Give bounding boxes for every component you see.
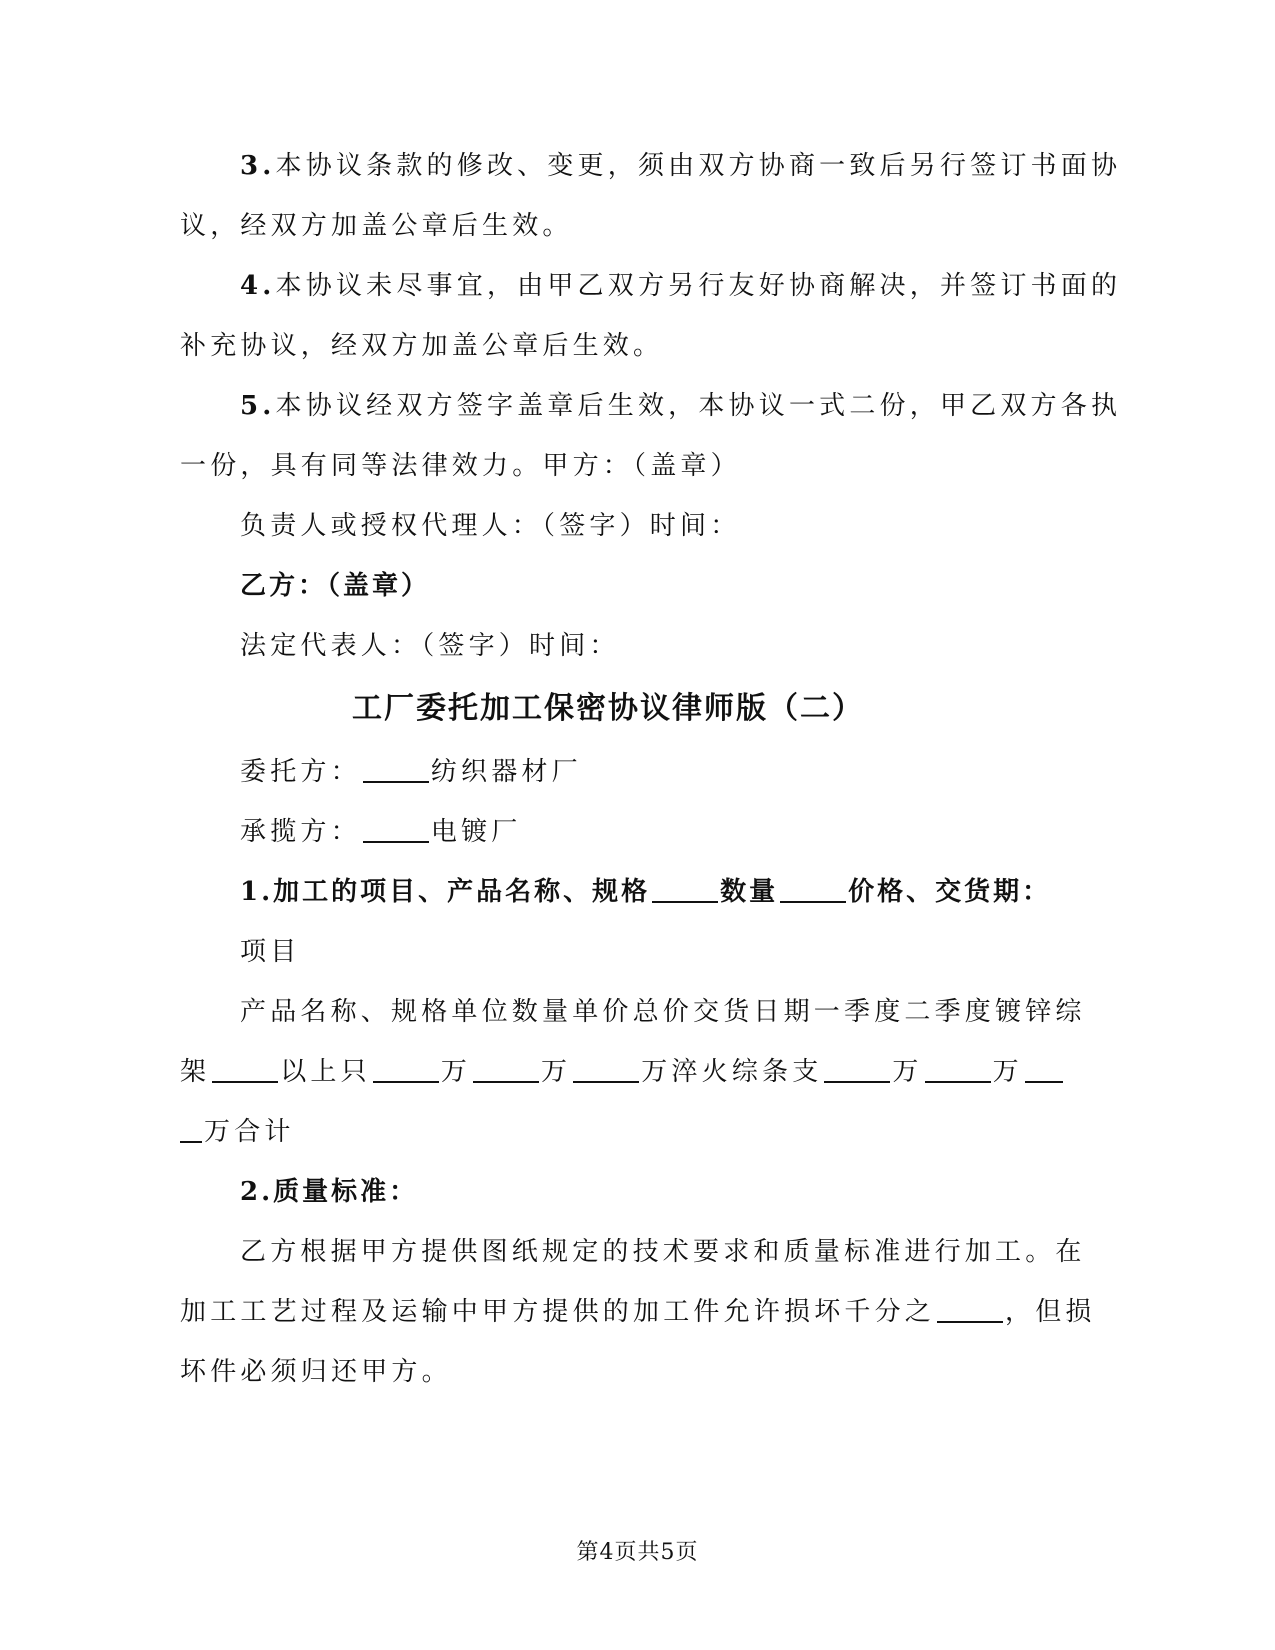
contractor-value: 电镀厂 [430, 817, 522, 847]
blank-field [652, 875, 718, 903]
section-title: 工厂委托加工保密协议律师版（二） [352, 691, 864, 726]
blank-field [373, 1055, 439, 1083]
clause-3-line-1 [180, 136, 1122, 196]
clause-2-line-1: 乙方根据甲方提供图纸规定的技术要求和质量标准进行加工。在 [240, 1237, 1086, 1267]
table-text: 万合计 [204, 1117, 295, 1147]
clause-text: 价格、交货期： [848, 877, 1052, 907]
document-page [180, 136, 1122, 1402]
table-line-1: 产品名称、规格单位数量单价总价交货日期一季度二季度镀锌综 [240, 997, 1086, 1027]
item-label: 项目 [240, 937, 301, 967]
clause-2-line-2 [180, 1282, 1096, 1342]
blank-field [212, 1055, 278, 1083]
signature-party-a: 负责人或授权代理人：（签字）时间： [240, 511, 741, 541]
table-text: 架 [180, 1057, 211, 1087]
clause-5-line-1 [180, 376, 1122, 436]
blank-field [1025, 1055, 1063, 1083]
client-label: 委托方： [240, 757, 361, 787]
table-text: 万 [892, 1057, 923, 1087]
table-text: 万 [440, 1057, 472, 1087]
blank-field [925, 1055, 991, 1083]
signature-party-b: 法定代表人：（签字）时间： [240, 631, 620, 661]
clause-2-heading: 2.质量标准： [240, 1177, 419, 1207]
clause-4-line-2: 补充协议，经双方加盖公章后生效。 [180, 331, 664, 361]
contractor-label: 承揽方： [240, 817, 361, 847]
blank-field [363, 755, 429, 783]
clause-3-line-2: 议，经双方加盖公章后生效。 [180, 211, 573, 241]
clause-text: 本协议经双方签字盖章后生效，本协议一式二份，甲乙双方各执 [275, 391, 1122, 421]
clause-text: 加工工艺过程及运输中甲方提供的加工件允许损坏千分之 [180, 1297, 936, 1327]
table-text: 万淬火综条支 [641, 1057, 823, 1087]
blank-field [573, 1055, 639, 1083]
blank-field [473, 1055, 539, 1083]
blank-field [937, 1295, 1003, 1323]
clause-4-line-1 [180, 256, 1122, 316]
page-footer: 第4页共5页 [576, 1540, 699, 1565]
table-text: 万 [992, 1057, 1023, 1087]
clause-2-line-3: 坏件必须归还甲方。 [180, 1357, 452, 1387]
clause-number: 5. [240, 391, 276, 421]
client-line [180, 742, 1036, 802]
client-value: 纺织器材厂 [430, 757, 582, 787]
contractor-line [180, 802, 1036, 862]
blank-field [363, 815, 429, 843]
clause-text: ，但损 [1005, 1297, 1096, 1327]
clause-text: 1.加工的项目、产品名称、规格 [240, 877, 651, 907]
blank-field [824, 1055, 890, 1083]
clause-number: 3. [240, 151, 276, 181]
table-line-3 [180, 1102, 1036, 1162]
clause-5-line-2: 一份，具有同等法律效力。甲方：（盖章） [180, 451, 741, 481]
clause-1-heading [180, 862, 1052, 922]
clause-text: 本协议未尽事宜，由甲乙双方另行友好协商解决，并签订书面的 [275, 271, 1122, 301]
blank-field [180, 1115, 202, 1143]
blank-field [780, 875, 846, 903]
table-line-2 [180, 1042, 1036, 1102]
table-text: 以上只 [280, 1057, 371, 1087]
clause-text: 本协议条款的修改、变更，须由双方协商一致后另行签订书面协 [275, 151, 1122, 181]
table-text: 万 [541, 1057, 572, 1087]
party-b-seal: 乙方：（盖章） [240, 571, 431, 601]
clause-text: 数量 [720, 877, 779, 907]
clause-number: 4. [240, 271, 276, 301]
